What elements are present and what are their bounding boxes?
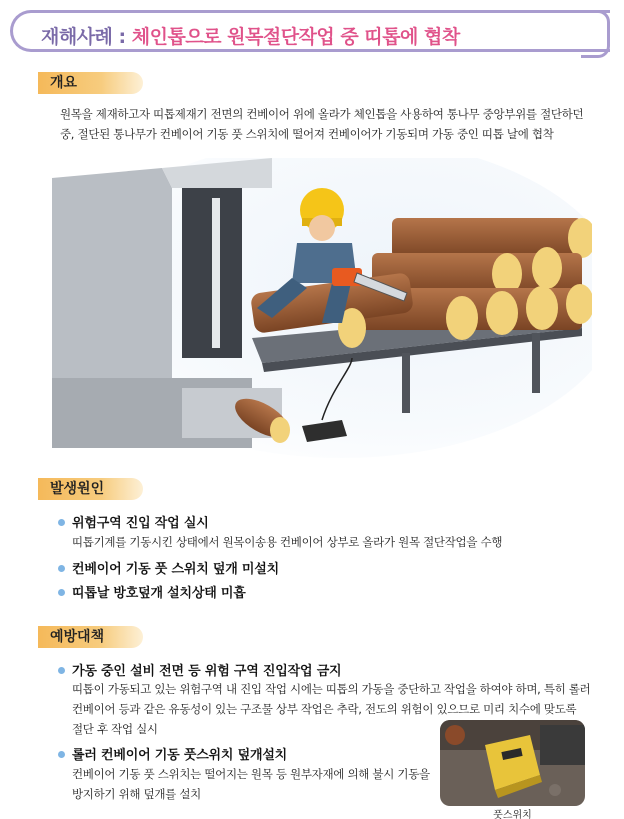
page-title bbox=[41, 22, 460, 49]
title-text: 체인톱으로 원목절단작업 중 띠톱에 협착 bbox=[131, 26, 460, 48]
title-prefix: 재해사례 : bbox=[41, 26, 132, 48]
cause-title: 띠톱날 방호덮개 설치상태 미흡 bbox=[72, 586, 246, 601]
prevention-title: 롤러 컨베이어 기동 풋스위치 덮개설치 bbox=[72, 748, 288, 763]
section-label-causes: 발생원인 bbox=[38, 478, 143, 500]
cause-item-3 bbox=[58, 582, 246, 601]
cause-item-1 bbox=[58, 512, 209, 531]
prevention-detail-2: 컨베이어 기동 풋 스위치는 떨어지는 원목 등 원부자재에 의해 불시 기동을 방지하기 위해 덮개를 설치 bbox=[72, 767, 430, 801]
bullet-icon bbox=[58, 667, 65, 674]
foot-switch-photo bbox=[440, 720, 585, 806]
title-banner bbox=[10, 10, 610, 52]
cause-item-2 bbox=[58, 558, 279, 577]
cause-title: 컨베이어 기동 풋 스위치 덮개 미설치 bbox=[72, 562, 279, 577]
bullet-icon bbox=[58, 589, 65, 596]
cause-title: 위험구역 진입 작업 실시 bbox=[72, 516, 209, 531]
photo-caption: 풋스위치 bbox=[493, 810, 532, 819]
accident-illustration bbox=[52, 158, 592, 458]
prevention-item-1 bbox=[58, 660, 341, 679]
bullet-icon bbox=[58, 519, 65, 526]
prevention-item-2 bbox=[58, 744, 287, 763]
prevention-detail-1: 띠톱이 가동되고 있는 위험구역 내 진입 작업 시에는 띠톱의 가동을 중단하고 작업을 하여야 하며, 특히 롤러 컨베이어 등과 같은 유동성이 있는 구조물 상부 작업은 추락, 전도의 위험이 있으므로 미리 치수에 맞도록 절단 후 작업 실시 bbox=[72, 682, 591, 736]
section-label-overview: 개요 bbox=[38, 72, 143, 94]
bullet-icon bbox=[58, 565, 65, 572]
cause-detail-1: 띠톱기계를 기동시킨 상태에서 원목이송용 컨베이어 상부로 올라가 원목 절단작업을 수행 bbox=[72, 535, 503, 549]
prevention-title: 가동 중인 설비 전면 등 위험 구역 진입작업 금지 bbox=[72, 664, 342, 679]
section-label-prevention: 예방대책 bbox=[38, 626, 143, 648]
overview-text: 원목을 제재하고자 띠톱제재기 전면의 컨베이어 위에 올라가 체인톱을 사용하여 통나무 중앙부위를 절단하던 중, 절단된 통나무가 컨베이어 기동 풋 스위치에 떨어져 컨베이어가 기동되며 가동 중인 띠톱 날에 협착 bbox=[60, 107, 584, 141]
bullet-icon bbox=[58, 751, 65, 758]
